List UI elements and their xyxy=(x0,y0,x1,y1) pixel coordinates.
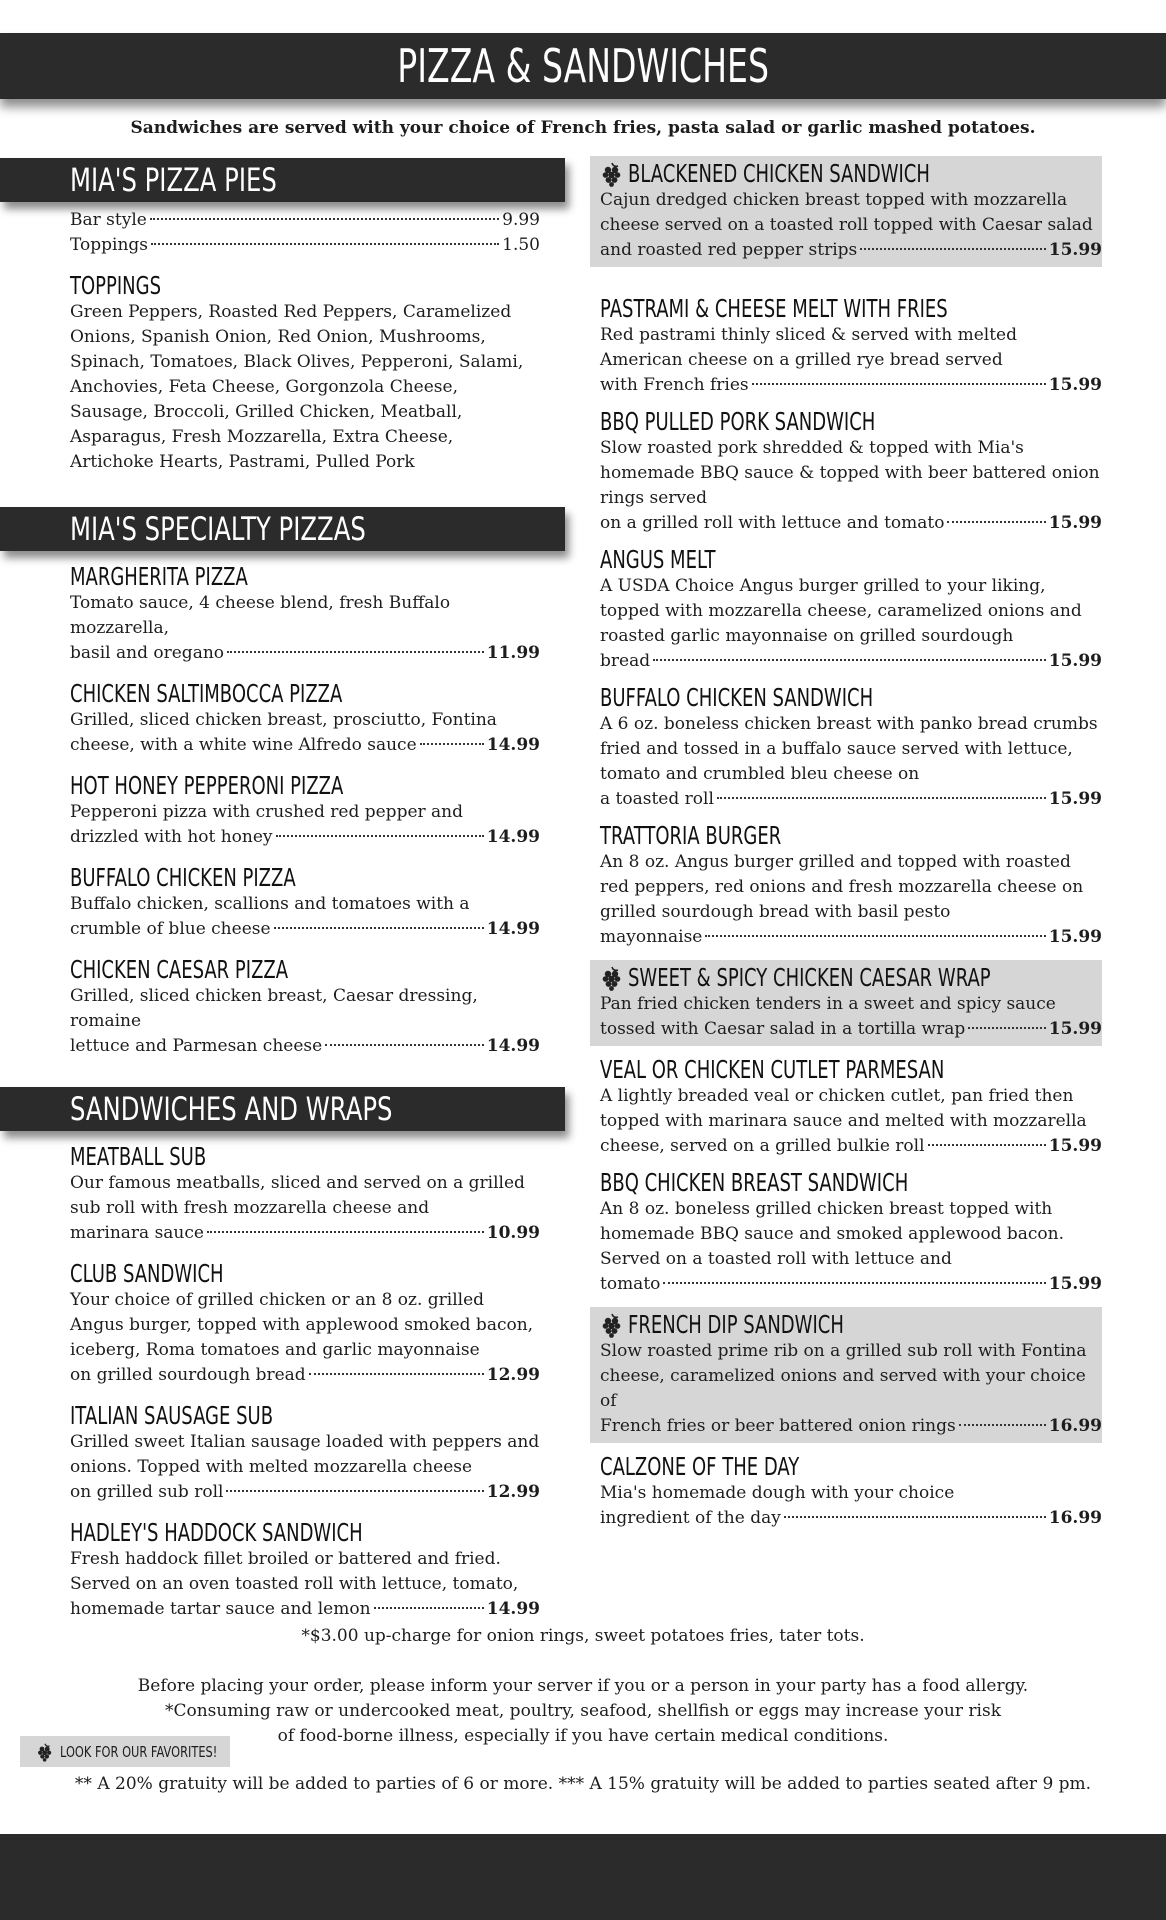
item-name: CLUB SANDWICH xyxy=(70,1259,224,1288)
item-description: An 8 oz. boneless grilled chicken breast topped with homemade BBQ sauce and smoked applewood bacon. Served on a toasted roll with lettuce and xyxy=(600,1199,1065,1269)
item-name: BBQ PULLED PORK SANDWICH xyxy=(600,407,876,436)
item-price: 15.99 xyxy=(1048,651,1102,671)
item-name: CHICKEN CAESAR PIZZA xyxy=(70,955,289,984)
menu-item xyxy=(590,822,1102,950)
item-description-end: mayonnaise xyxy=(600,927,703,947)
menu-item xyxy=(590,408,1102,536)
item-description: Pepperoni pizza with crushed red pepper and xyxy=(70,802,464,822)
upcharge-note: *$3.00 up-charge for onion rings, sweet potatoes fries, tater tots. xyxy=(301,1626,865,1646)
toppings xyxy=(0,272,540,475)
menu-item xyxy=(0,563,540,666)
item-name: ITALIAN SAUSAGE SUB xyxy=(70,1401,274,1430)
menu-item xyxy=(0,1143,540,1246)
specialty-list xyxy=(0,563,570,1059)
menu-item xyxy=(590,546,1102,674)
item-description-end: cheese, served on a grilled bulkie roll xyxy=(600,1136,925,1156)
menu-item xyxy=(0,772,540,850)
menu-item xyxy=(590,156,1102,267)
menu-item xyxy=(0,1402,540,1505)
item-price-line xyxy=(70,1597,540,1622)
item-description: Cajun dredged chicken breast topped with mozzarella cheese served on a toasted roll topped with Caesar salad xyxy=(600,190,1093,235)
section-heading: SANDWICHES AND WRAPS xyxy=(70,1090,393,1128)
item-name: FRENCH DIP SANDWICH xyxy=(628,1310,844,1339)
item-description: A 6 oz. boneless chicken breast with panko bread crumbs fried and tossed in a buffalo sauce served with lettuce, tomato and crumbled bleu cheese on xyxy=(600,714,1098,784)
item-price: 15.99 xyxy=(1048,513,1102,533)
item-description: Buffalo chicken, scallions and tomatoes with a xyxy=(70,894,470,914)
allergy-note-1: Before placing your order, please inform your server if you or a person in your party has a food allergy. xyxy=(137,1676,1029,1696)
item-price-line xyxy=(600,373,1102,398)
item-price-line xyxy=(70,1480,540,1505)
item-price: 14.99 xyxy=(486,827,540,847)
item-price: 15.99 xyxy=(1048,789,1102,809)
item-price: 15.99 xyxy=(1048,927,1102,947)
item-name: MEATBALL SUB xyxy=(70,1142,207,1171)
item-name: HOT HONEY PEPPERONI PIZZA xyxy=(70,771,344,800)
item-name: BUFFALO CHICKEN PIZZA xyxy=(70,863,296,892)
item-description-end: crumble of blue cheese xyxy=(70,919,271,939)
item-description: Fresh haddock fillet broiled or battered and fried. Served on an oven toasted roll with lettuce, tomato, xyxy=(70,1549,519,1594)
item-price-line xyxy=(70,1221,540,1246)
menu-item xyxy=(0,864,540,942)
item-price-line xyxy=(70,825,540,850)
menu-item xyxy=(590,1169,1102,1297)
item-name: BLACKENED CHICKEN SANDWICH xyxy=(628,159,930,188)
subtitle: Sandwiches are served with your choice of French fries, pasta salad or garlic mashed potatoes. xyxy=(130,118,1036,138)
item-price: 14.99 xyxy=(486,1599,540,1619)
item-description-end: and roasted red pepper strips xyxy=(600,240,858,260)
menu-item xyxy=(590,1307,1102,1443)
item-description: Slow roasted prime rib on a grilled sub roll with Fontina cheese, caramelized onions and served with your choice of xyxy=(600,1341,1087,1411)
item-price: 15.99 xyxy=(1048,375,1102,395)
item-price-line xyxy=(600,238,1102,263)
favorites-badge xyxy=(20,1736,230,1767)
item-name: BBQ CHICKEN BREAST SANDWICH xyxy=(600,1168,909,1197)
price-line: Bar style 9.99 xyxy=(70,210,540,230)
gratuity-note: ** A 20% gratuity will be added to parties of 6 or more. *** A 15% gratuity will be added to parties seated after 9 pm. xyxy=(74,1774,1092,1794)
item-name: HADLEY'S HADDOCK SANDWICH xyxy=(70,1518,363,1547)
item-description: Grilled, sliced chicken breast, prosciutto, Fontina xyxy=(70,710,497,730)
item-description-end: a toasted roll xyxy=(600,789,714,809)
item-price-line xyxy=(70,733,540,758)
item-price: 14.99 xyxy=(486,919,540,939)
pizza-pies-prices xyxy=(0,208,540,258)
section-sandwiches-wraps xyxy=(0,1087,565,1131)
item-description-end: on a grilled roll with lettuce and tomato xyxy=(600,513,945,533)
item-price-line xyxy=(600,1506,1102,1531)
item-description: Grilled sweet Italian sausage loaded with peppers and onions. Topped with melted mozzarella cheese xyxy=(70,1432,540,1477)
item-price: 14.99 xyxy=(486,1036,540,1056)
menu-item xyxy=(0,956,540,1059)
item-description: An 8 oz. Angus burger grilled and topped with roasted red peppers, red onions and fresh mozzarella cheese on grilled sourdough bread with basil pesto xyxy=(600,852,1084,922)
item-price-line xyxy=(70,641,540,666)
item-price: 16.99 xyxy=(1048,1508,1102,1528)
toppings-list: Green Peppers, Roasted Red Peppers, Caramelized Onions, Spanish Onion, Red Onion, Mushrooms, Spinach, Tomatoes, Black Olives, Pepperoni, Salami, Anchovies, Feta Cheese, Gorgonzola Cheese, Sausage, Broccoli, Grilled Chicken, Meatball, Asparagus, Fresh Mozzarella, Extra Cheese, Artichoke Hearts, Pastrami, Pulled Pork xyxy=(70,302,524,472)
item-price: 12.99 xyxy=(486,1482,540,1502)
item-description: Our famous meatballs, sliced and served on a grilled sub roll with fresh mozzarella cheese and xyxy=(70,1173,525,1218)
item-price-line xyxy=(70,1363,540,1388)
item-name: SWEET & SPICY CHICKEN CAESAR WRAP xyxy=(628,963,991,992)
item-price: 12.99 xyxy=(486,1365,540,1385)
item-price-line xyxy=(70,917,540,942)
item-description: Mia's homemade dough with your choice xyxy=(600,1483,955,1503)
item-price: 15.99 xyxy=(1048,1136,1102,1156)
section-specialty-pizzas xyxy=(0,507,565,551)
menu-item xyxy=(590,295,1102,398)
item-name: MARGHERITA PIZZA xyxy=(70,562,248,591)
item-price-line xyxy=(600,1017,1102,1042)
item-price: 15.99 xyxy=(1048,1274,1102,1294)
grapes-icon xyxy=(600,965,624,991)
item-description: Red pastrami thinly sliced & served with melted American cheese on a grilled rye bread served xyxy=(600,325,1017,370)
menu-item xyxy=(0,680,540,758)
item-name: BUFFALO CHICKEN SANDWICH xyxy=(600,683,874,712)
item-price-line xyxy=(600,925,1102,950)
item-description-end: drizzled with hot honey xyxy=(70,827,273,847)
item-description-end: basil and oregano xyxy=(70,643,225,663)
item-price-line xyxy=(600,511,1102,536)
item-price: 15.99 xyxy=(1048,1019,1102,1039)
title-bar xyxy=(0,33,1166,99)
item-description-end: French fries or beer battered onion rings xyxy=(600,1416,956,1436)
item-description-end: bread xyxy=(600,651,651,671)
item-price: 16.99 xyxy=(1048,1416,1102,1436)
item-price: 11.99 xyxy=(486,643,540,663)
grapes-icon xyxy=(600,1312,624,1338)
sandwich-list xyxy=(0,1143,570,1622)
item-price: 14.99 xyxy=(486,735,540,755)
item-name: ANGUS MELT xyxy=(600,545,716,574)
item-description-end: lettuce and Parmesan cheese xyxy=(70,1036,323,1056)
toppings-heading: TOPPINGS xyxy=(70,271,162,300)
item-name: CALZONE OF THE DAY xyxy=(600,1452,800,1481)
menu-item xyxy=(590,960,1102,1046)
favorites-label: LOOK FOR OUR FAVORITES! xyxy=(60,1742,218,1761)
item-description: A USDA Choice Angus burger grilled to your liking, topped with mozzarella cheese, caramelized onions and roasted garlic mayonnaise on grilled sourdough xyxy=(600,576,1082,646)
item-description: A lightly breaded veal or chicken cutlet, pan fried then topped with marinara sauce and melted with mozzarella xyxy=(600,1086,1087,1131)
section-heading: MIA'S SPECIALTY PIZZAS xyxy=(70,510,366,548)
right-column xyxy=(590,156,1102,1531)
bottom-bar xyxy=(0,1834,1166,1920)
item-description-end: with French fries xyxy=(600,375,749,395)
item-description: Pan fried chicken tenders in a sweet and spicy sauce xyxy=(600,994,1056,1014)
item-price: 15.99 xyxy=(1048,240,1102,260)
price-line: Toppings 1.50 xyxy=(70,235,540,255)
item-name: TRATTORIA BURGER xyxy=(600,821,782,850)
item-price-line xyxy=(600,1414,1102,1439)
item-price-line xyxy=(600,787,1102,812)
menu-item xyxy=(590,684,1102,812)
menu-item xyxy=(0,1519,540,1622)
item-description-end: marinara sauce xyxy=(70,1223,204,1243)
item-description-end: tossed with Caesar salad in a tortilla wrap xyxy=(600,1019,966,1039)
item-name: VEAL OR CHICKEN CUTLET PARMESAN xyxy=(600,1055,945,1084)
menu-item xyxy=(590,1056,1102,1159)
menu-item xyxy=(0,1260,540,1388)
item-description-end: on grilled sourdough bread xyxy=(70,1365,306,1385)
grapes-icon xyxy=(36,1742,54,1762)
menu-item xyxy=(590,1453,1102,1531)
item-price-line xyxy=(600,649,1102,674)
allergy-note-3: of food-borne illness, especially if you have certain medical conditions. xyxy=(277,1726,889,1746)
item-description: Your choice of grilled chicken or an 8 oz. grilled Angus burger, topped with applewood smoked bacon, iceberg, Roma tomatoes and garlic mayonnaise xyxy=(70,1290,534,1360)
item-name: PASTRAMI & CHEESE MELT WITH FRIES xyxy=(600,294,948,323)
item-description-end: ingredient of the day xyxy=(600,1508,781,1528)
item-description-end: on grilled sub roll xyxy=(70,1482,224,1502)
item-description: Grilled, sliced chicken breast, Caesar dressing, romaine xyxy=(70,986,478,1031)
item-description: Tomato sauce, 4 cheese blend, fresh Buffalo mozzarella, xyxy=(70,593,451,638)
item-price-line xyxy=(70,1034,540,1059)
grapes-icon xyxy=(600,161,624,187)
section-heading: MIA'S PIZZA PIES xyxy=(70,161,277,199)
item-price: 10.99 xyxy=(486,1223,540,1243)
section-pizza-pies xyxy=(0,158,565,202)
item-description: Slow roasted pork shredded & topped with Mia's homemade BBQ sauce & topped with beer battered onion rings served xyxy=(600,438,1100,508)
item-price-line xyxy=(600,1272,1102,1297)
item-description-end: cheese, with a white wine Alfredo sauce xyxy=(70,735,417,755)
item-description-end: homemade tartar sauce and lemon xyxy=(70,1599,371,1619)
page-title: PIZZA & SANDWICHES xyxy=(397,39,769,93)
left-column xyxy=(0,158,570,1622)
item-description-end: tomato xyxy=(600,1274,661,1294)
allergy-note-2: *Consuming raw or undercooked meat, poultry, seafood, shellfish or eggs may increase your risk xyxy=(164,1701,1001,1721)
item-price-line xyxy=(600,1134,1102,1159)
item-name: CHICKEN SALTIMBOCCA PIZZA xyxy=(70,679,343,708)
